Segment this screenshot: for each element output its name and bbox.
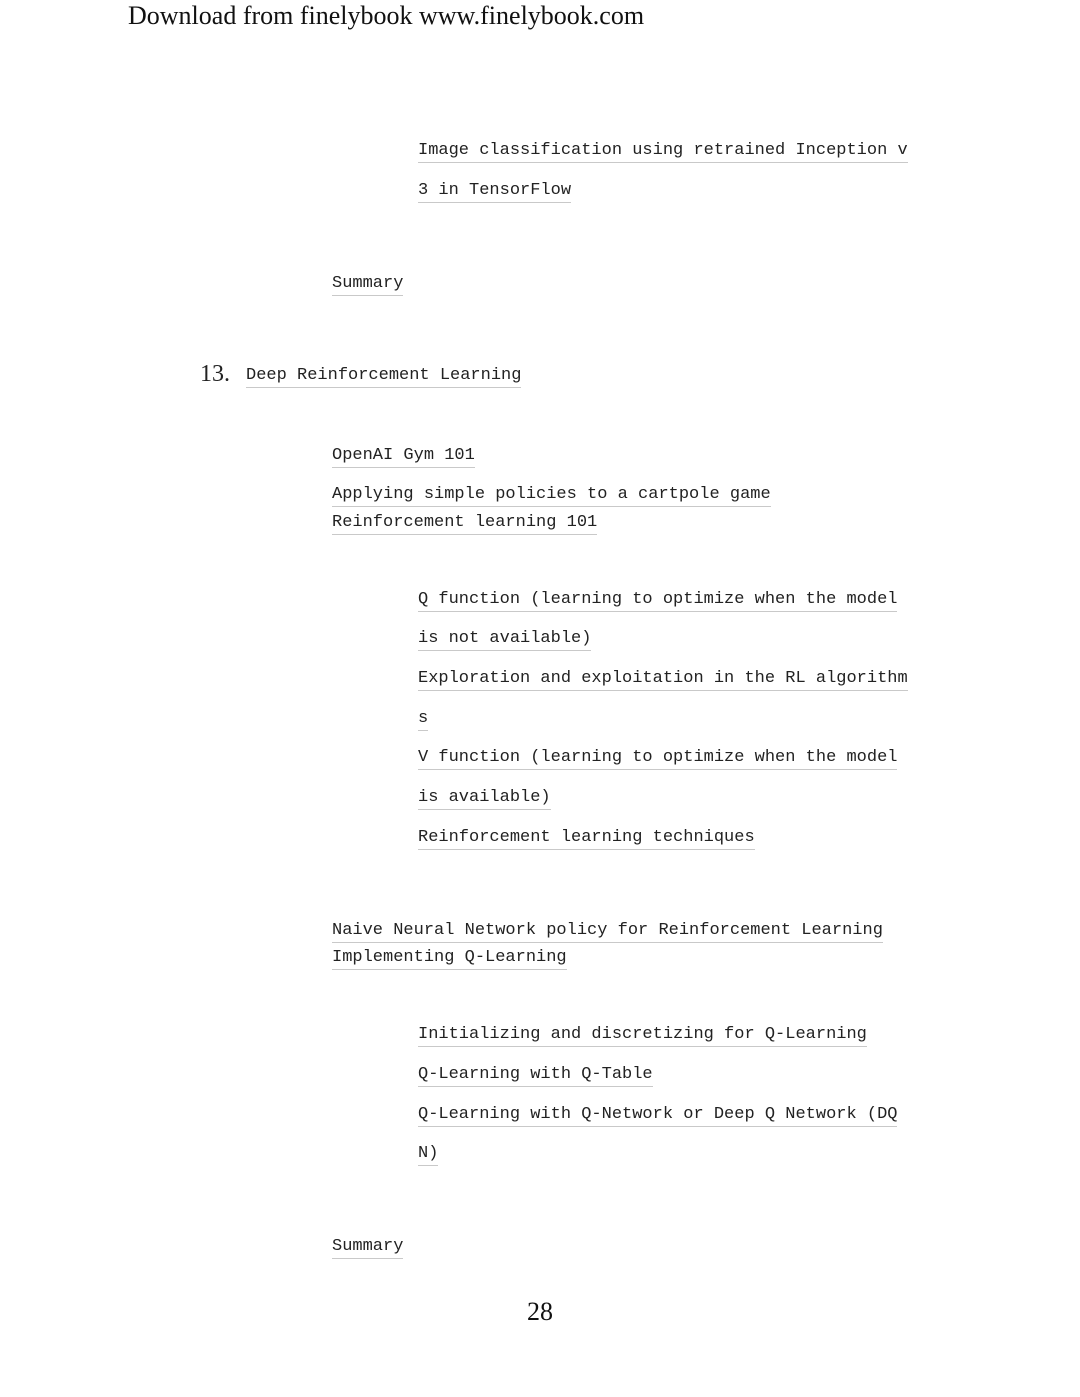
toc-link-v-function[interactable]: V function (learning to optimize when the model <box>418 748 897 770</box>
chapter-number: 13. <box>200 361 230 387</box>
toc-link-cartpole[interactable]: Applying simple policies to a cartpole game <box>332 485 771 507</box>
toc-link-rl-101[interactable]: Reinforcement learning 101 <box>332 513 597 535</box>
toc-link-openai-gym[interactable]: OpenAI Gym 101 <box>332 446 475 468</box>
toc-link-q-network[interactable]: Q-Learning with Q-Network or Deep Q Network (DQ <box>418 1105 897 1127</box>
toc-link-summary[interactable]: Summary <box>332 1237 403 1259</box>
toc-link-v-function-cont[interactable]: is available) <box>418 788 551 810</box>
toc-link-exploration[interactable]: Exploration and exploitation in the RL algorithm <box>418 669 908 691</box>
toc-link-q-table[interactable]: Q-Learning with Q-Table <box>418 1065 653 1087</box>
toc-link-q-function[interactable]: Q function (learning to optimize when the model <box>418 590 897 612</box>
toc-link-q-network-cont[interactable]: N) <box>418 1144 438 1166</box>
toc-link-rl-techniques[interactable]: Reinforcement learning techniques <box>418 828 755 850</box>
toc-link-inception-retrained-cont[interactable]: 3 in TensorFlow <box>418 181 571 203</box>
toc-link-exploration-cont[interactable]: s <box>418 709 428 731</box>
toc-link-q-function-cont[interactable]: is not available) <box>418 629 591 651</box>
toc-link-implementing-q-learning[interactable]: Implementing Q-Learning <box>332 948 567 970</box>
page-number: 28 <box>527 1297 553 1326</box>
page-header: Download from finelybook www.finelybook.com <box>128 1 645 30</box>
toc-link-summary-prev[interactable]: Summary <box>332 274 403 296</box>
toc-link-chapter-title[interactable]: Deep Reinforcement Learning <box>246 366 521 388</box>
toc-link-inception-retrained[interactable]: Image classification using retrained Inception v <box>418 141 908 163</box>
toc-link-initializing-discretizing[interactable]: Initializing and discretizing for Q-Learning <box>418 1025 867 1047</box>
toc-link-naive-nn-policy[interactable]: Naive Neural Network policy for Reinforcement Learning <box>332 921 883 943</box>
